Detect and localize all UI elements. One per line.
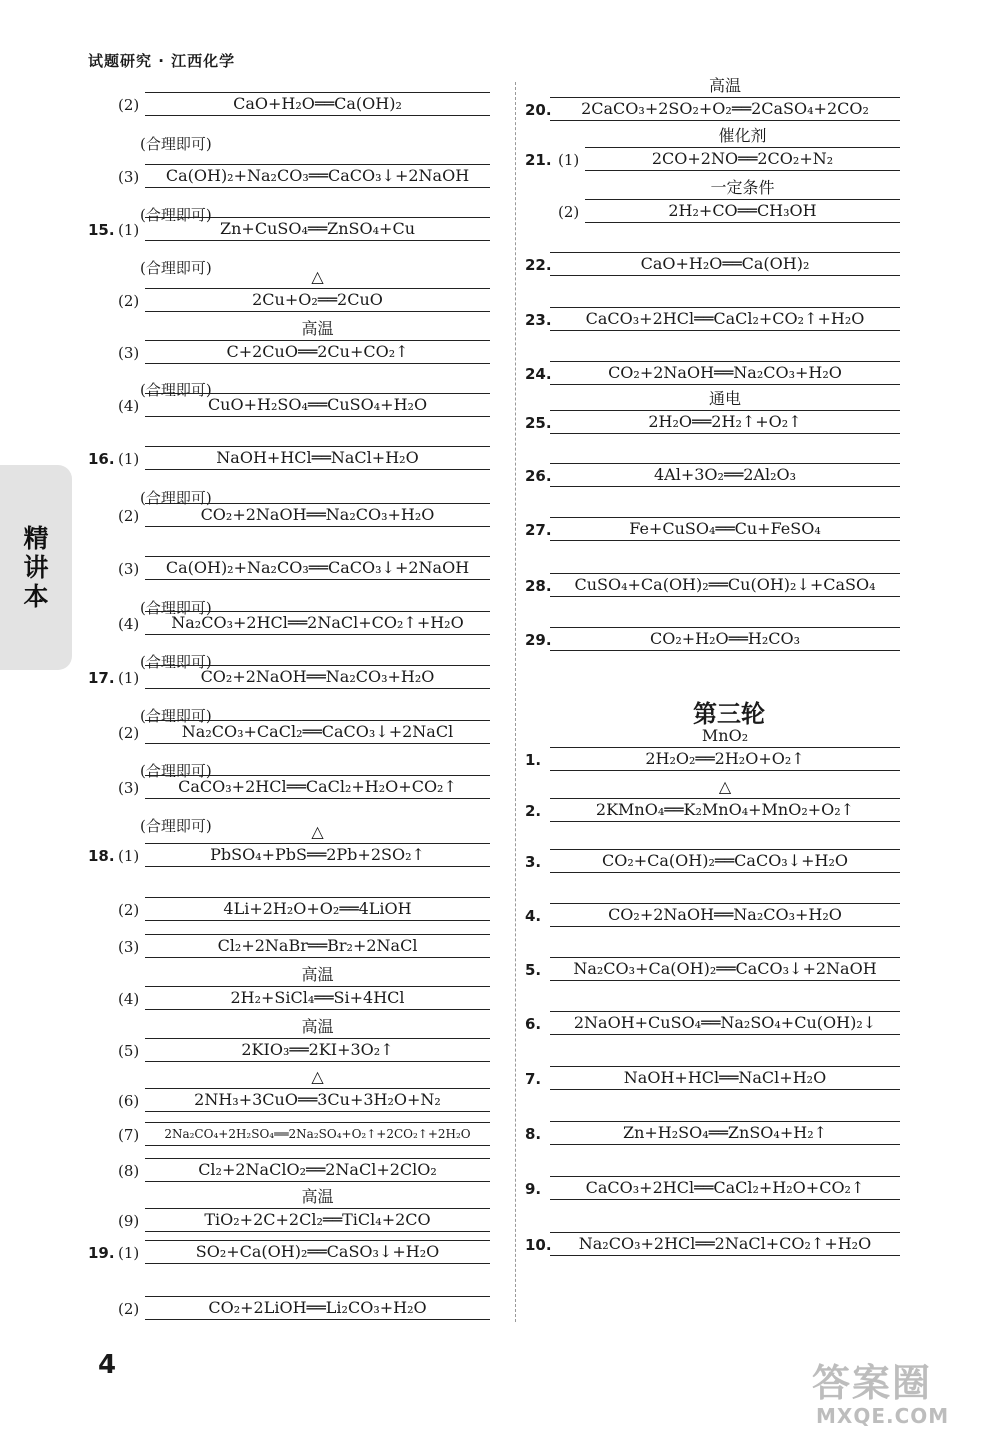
chemical-equation: 4Al+3O₂══2Al₂O₃	[550, 463, 900, 487]
chemical-equation: CO₂+2NaOH══Na₂CO₃+H₂O	[145, 665, 490, 689]
sub-question-label: (2)	[118, 901, 140, 919]
answer-row	[0, 1296, 1000, 1320]
reaction-condition: 高温	[708, 76, 741, 95]
note-reasonable: (合理即可)	[140, 206, 212, 224]
chemical-equation: 2H₂O₂══2H₂O+O₂↑	[550, 747, 900, 771]
sub-question-label: (3)	[118, 168, 140, 186]
sub-question-label: (5)	[118, 1042, 140, 1060]
sub-question-label: (6)	[118, 1092, 140, 1110]
chemical-equation: CaO+H₂O══Ca(OH)₂	[550, 252, 900, 276]
chemical-equation: 2KMnO₄══K₂MnO₄+MnO₂+O₂↑	[550, 798, 900, 822]
reaction-condition: △	[718, 777, 732, 796]
chemical-equation: NaOH+HCl══NaCl+H₂O	[550, 1066, 900, 1090]
question-number: 19.	[88, 1244, 115, 1262]
chemical-equation: TiO₂+2C+2Cl₂══TiCl₄+2CO	[145, 1208, 490, 1232]
sub-question-label: (2)	[118, 292, 140, 310]
sub-question-label: (1)	[118, 847, 140, 865]
question-number: 25.	[525, 414, 552, 432]
sub-question-label: (4)	[118, 990, 140, 1008]
sub-question-label: (2)	[118, 96, 140, 114]
question-number: 16.	[88, 450, 115, 468]
question-number: 2.	[525, 802, 542, 820]
chemical-equation: CO₂+2NaOH══Na₂CO₃+H₂O	[550, 903, 900, 927]
reaction-condition: △	[311, 1067, 324, 1086]
question-number: 7.	[525, 1070, 542, 1088]
sub-question-label: (2)	[118, 724, 140, 742]
answer-row	[0, 517, 1000, 541]
chemical-equation: 2CO+2NO══2CO₂+N₂	[585, 147, 900, 171]
question-number: 17.	[88, 669, 115, 687]
chemical-equation: Na₂CO₃+2HCl══2NaCl+CO₂↑+H₂O	[145, 611, 490, 635]
sub-question-label: (1)	[118, 669, 140, 687]
sub-question-label: (3)	[118, 560, 140, 578]
note-reasonable: (合理即可)	[140, 707, 212, 725]
chemical-equation: 2H₂+CO══CH₃OH	[585, 199, 900, 223]
chemical-equation: CO₂+2NaOH══Na₂CO₃+H₂O	[145, 503, 490, 527]
chemical-equation: NaOH+HCl══NaCl+H₂O	[145, 446, 490, 470]
chemical-equation: Ca(OH)₂+Na₂CO₃══CaCO₃↓+2NaOH	[145, 164, 490, 188]
reaction-condition: 催化剂	[718, 126, 767, 145]
note-reasonable: (合理即可)	[140, 599, 212, 617]
chemical-equation: Na₂CO₃+Ca(OH)₂══CaCO₃↓+2NaOH	[550, 957, 900, 981]
sub-question-label: (1)	[118, 221, 140, 239]
answer-row	[0, 849, 1000, 873]
note-reasonable: (合理即可)	[140, 259, 212, 277]
page-number: 4	[98, 1350, 117, 1380]
sub-question-label: (1)	[118, 1244, 140, 1262]
question-number: 4.	[525, 907, 542, 925]
note-reasonable: (合理即可)	[140, 489, 212, 507]
sub-question-label: (4)	[118, 397, 140, 415]
note-reasonable: (合理即可)	[140, 817, 212, 835]
note-reasonable: (合理即可)	[140, 135, 212, 153]
chemical-equation: Fe+CuSO₄══Cu+FeSO₄	[550, 517, 900, 541]
chemical-equation: 2NaOH+CuSO₄══Na₂SO₄+Cu(OH)₂↓	[550, 1011, 900, 1035]
answer-row	[0, 934, 1000, 958]
chemical-equation: Na₂CO₃+2HCl══2NaCl+CO₂↑+H₂O	[550, 1232, 900, 1256]
answer-row	[0, 627, 1000, 651]
answer-row	[0, 463, 1000, 487]
chemical-equation: 2H₂O══2H₂↑+O₂↑	[550, 410, 900, 434]
section-title: 第三轮	[693, 700, 765, 728]
answer-row	[0, 573, 1000, 597]
question-number: 23.	[525, 311, 552, 329]
chemical-equation: CaCO₃+2HCl══CaCl₂+H₂O+CO₂↑	[550, 1176, 900, 1200]
chemical-equation: PbSO₄+PbS══2Pb+2SO₂↑	[145, 843, 490, 867]
question-number: 15.	[88, 221, 115, 239]
question-number: 26.	[525, 467, 552, 485]
chemical-equation: CuO+H₂SO₄══CuSO₄+H₂O	[145, 393, 490, 417]
chemical-equation: Ca(OH)₂+Na₂CO₃══CaCO₃↓+2NaOH	[145, 556, 490, 580]
question-number: 8.	[525, 1125, 542, 1143]
watermark-logo	[812, 1352, 982, 1430]
sub-question-label: (2)	[558, 203, 580, 221]
note-reasonable: (合理即可)	[140, 762, 212, 780]
answer-row	[0, 957, 1000, 981]
sub-question-label: (3)	[118, 938, 140, 956]
chemical-equation: Cl₂+2NaClO₂══2NaCl+2ClO₂	[145, 1158, 490, 1182]
chemical-equation: C+2CuO══2Cu+CO₂↑	[145, 340, 490, 364]
question-number: 27.	[525, 521, 552, 539]
chemical-equation: 4Li+2H₂O+O₂══4LiOH	[145, 897, 490, 921]
chemical-equation: 2NH₃+3CuO══3Cu+3H₂O+N₂	[145, 1088, 490, 1112]
chemical-equation: 2CaCO₃+2SO₂+O₂══2CaSO₄+2CO₂	[550, 97, 900, 121]
answer-row	[0, 1066, 1000, 1090]
chemical-equation: Cl₂+2NaBr══Br₂+2NaCl	[145, 934, 490, 958]
question-number: 24.	[525, 365, 552, 383]
sub-question-label: (8)	[118, 1162, 140, 1180]
reaction-condition: △	[311, 267, 324, 286]
question-number: 3.	[525, 853, 542, 871]
note-reasonable: (合理即可)	[140, 381, 212, 399]
chemical-equation: CO₂+2NaOH══Na₂CO₃+H₂O	[550, 361, 900, 385]
reaction-condition: 高温	[301, 1187, 334, 1206]
chemical-equation: 2H₂+SiCl₄══Si+4HCl	[145, 986, 490, 1010]
chemical-equation: CO₂+Ca(OH)₂══CaCO₃↓+H₂O	[550, 849, 900, 873]
chemical-equation: CO₂+2LiOH══Li₂CO₃+H₂O	[145, 1296, 490, 1320]
reaction-condition: 通电	[708, 389, 741, 408]
reaction-condition: 高温	[301, 965, 334, 984]
answer-row	[0, 1232, 1000, 1256]
question-number: 10.	[525, 1236, 552, 1254]
chemical-equation: CO₂+H₂O══H₂CO₃	[550, 627, 900, 651]
sub-question-label: (1)	[118, 450, 140, 468]
sub-question-label: (1)	[558, 151, 580, 169]
chemical-equation: 2Cu+O₂══2CuO	[145, 288, 490, 312]
question-number: 5.	[525, 961, 542, 979]
chemical-equation: SO₂+Ca(OH)₂══CaSO₃↓+H₂O	[145, 1240, 490, 1264]
sub-question-label: (9)	[118, 1212, 140, 1230]
question-number: 28.	[525, 577, 552, 595]
answer-row	[0, 903, 1000, 927]
question-number: 9.	[525, 1180, 542, 1198]
chemical-equation: CaCO₃+2HCl══CaCl₂+H₂O+CO₂↑	[145, 775, 490, 799]
question-number: 21.	[525, 151, 552, 169]
reaction-condition: MnO₂	[701, 726, 749, 745]
reaction-condition: 高温	[301, 1017, 334, 1036]
sub-question-label: (3)	[118, 344, 140, 362]
question-number: 22.	[525, 256, 552, 274]
chemical-equation: 2Na₂CO₄+2H₂SO₄══2Na₂SO₄+O₂↑+2CO₂↑+2H₂O	[145, 1122, 490, 1146]
chemical-equation: Zn+CuSO₄══ZnSO₄+Cu	[145, 217, 490, 241]
sub-question-label: (2)	[118, 1300, 140, 1318]
sub-question-label: (4)	[118, 615, 140, 633]
question-number: 20.	[525, 101, 552, 119]
answer-row	[0, 1176, 1000, 1200]
watermark-chars: 答案圈	[812, 1361, 933, 1405]
sub-question-label: (3)	[118, 779, 140, 797]
page-header: 试题研究 · 江西化学	[88, 52, 236, 70]
chemical-equation: Na₂CO₃+CaCl₂══CaCO₃↓+2NaCl	[145, 720, 490, 744]
reaction-condition: △	[311, 822, 324, 841]
answer-row	[0, 307, 1000, 331]
answer-row	[0, 1011, 1000, 1035]
question-number: 18.	[88, 847, 115, 865]
chemical-equation: CuSO₄+Ca(OH)₂══Cu(OH)₂↓+CaSO₄	[550, 573, 900, 597]
reaction-condition: 高温	[301, 319, 334, 338]
reaction-condition: 一定条件	[710, 178, 775, 197]
chemical-equation: CaO+H₂O══Ca(OH)₂	[145, 92, 490, 116]
answer-row	[0, 76, 1000, 121]
chemical-equation: 2KIO₃══2KI+3O₂↑	[145, 1038, 490, 1062]
chemical-equation: Zn+H₂SO₄══ZnSO₄+H₂↑	[550, 1121, 900, 1145]
question-number: 1.	[525, 751, 542, 769]
chemical-equation: CaCO₃+2HCl══CaCl₂+CO₂↑+H₂O	[550, 307, 900, 331]
watermark-url: MXQE.COM	[816, 1404, 950, 1428]
answer-row	[0, 1121, 1000, 1145]
sub-question-label: (2)	[118, 507, 140, 525]
question-number: 29.	[525, 631, 552, 649]
question-number: 6.	[525, 1015, 542, 1033]
side-tab-label: 精讲本	[20, 525, 49, 612]
sub-question-label: (7)	[118, 1126, 140, 1144]
note-reasonable: (合理即可)	[140, 653, 212, 671]
